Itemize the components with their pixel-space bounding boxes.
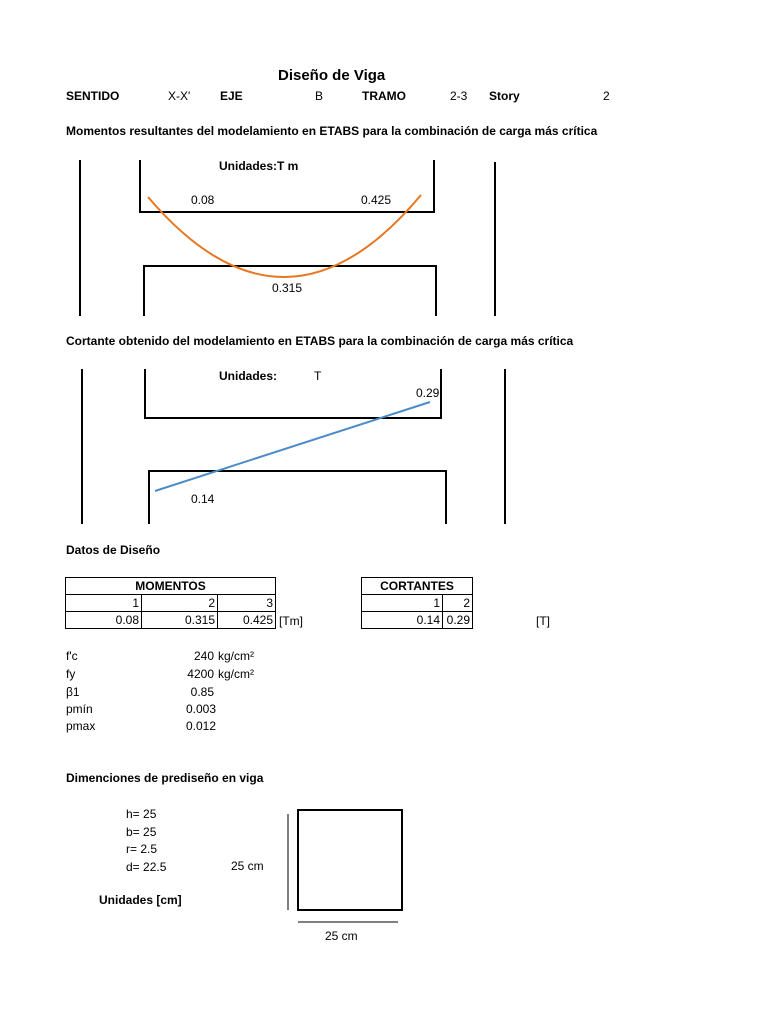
eje-label: EJE	[220, 89, 243, 103]
shear-units-value: T	[314, 369, 322, 383]
param-label: pmín	[66, 702, 93, 716]
table-cell: 0.315	[142, 612, 218, 629]
table-cell: 1	[362, 595, 443, 612]
param-label: pmax	[66, 719, 96, 733]
beam-section-square	[298, 810, 402, 910]
param-value: 240	[193, 649, 214, 663]
table-cell: 3	[218, 595, 276, 612]
param-value: 0.003	[185, 702, 216, 716]
table-cell: 0.14	[362, 612, 443, 629]
dim-h: h= 25	[126, 807, 157, 821]
dim-r: r= 2.5	[126, 842, 158, 856]
param-label: β1	[66, 685, 80, 699]
param-label: f'c	[66, 649, 78, 663]
moments-table-unit: [Tm]	[279, 614, 303, 628]
param-value: 4200	[187, 667, 214, 681]
dim-b: b= 25	[126, 825, 157, 839]
param-value: 0.85	[190, 685, 214, 699]
param-value: 0.012	[185, 719, 216, 733]
shear-units-label: Unidades:	[219, 369, 278, 383]
predesign-units: Unidades [cm]	[99, 893, 182, 907]
moments-heading: Momentos resultantes del modelamiento en ETABS para la combinación de carga más crítica	[66, 124, 598, 138]
story-value: 2	[603, 89, 610, 103]
tramo-value: 2-3	[450, 89, 468, 103]
table-cell: 0.29	[443, 612, 473, 629]
shear-table-title: CORTANTES	[362, 578, 473, 595]
moment-mid-value: 0.315	[272, 281, 303, 295]
table-cell: 0.08	[66, 612, 142, 629]
shear-heading: Cortante obtenido del modelamiento en ETABS para la combinación de carga más crítica	[66, 334, 574, 348]
story-label: Story	[489, 89, 520, 103]
shear-right-value: 0.29	[416, 386, 440, 400]
sentido-label: SENTIDO	[66, 89, 120, 103]
eje-value: B	[315, 89, 324, 103]
tramo-label: TRAMO	[362, 89, 406, 103]
table-cell: 1	[66, 595, 142, 612]
dim-d: d= 22.5	[126, 860, 167, 874]
predesign-heading: Dimenciones de prediseño en viga	[66, 771, 264, 785]
section-width-label: 25 cm	[325, 929, 358, 943]
param-unit: kg/cm²	[218, 649, 254, 663]
shear-left-value: 0.14	[191, 492, 215, 506]
moment-units: Unidades:T m	[219, 159, 299, 173]
param-label: fy	[66, 667, 76, 681]
table-cell: 2	[443, 595, 473, 612]
shear-table-unit: [T]	[536, 614, 550, 628]
table-cell: 2	[142, 595, 218, 612]
page-title: Diseño de Viga	[278, 67, 386, 84]
param-unit: kg/cm²	[218, 667, 254, 681]
table-cell: 0.425	[218, 612, 276, 629]
moment-left-value: 0.08	[191, 193, 215, 207]
moment-right-value: 0.425	[361, 193, 392, 207]
section-height-label: 25 cm	[231, 859, 264, 873]
moments-table-title: MOMENTOS	[66, 578, 276, 595]
sentido-value: X-X'	[168, 89, 191, 103]
design-data-heading: Datos de Diseño	[66, 543, 161, 557]
